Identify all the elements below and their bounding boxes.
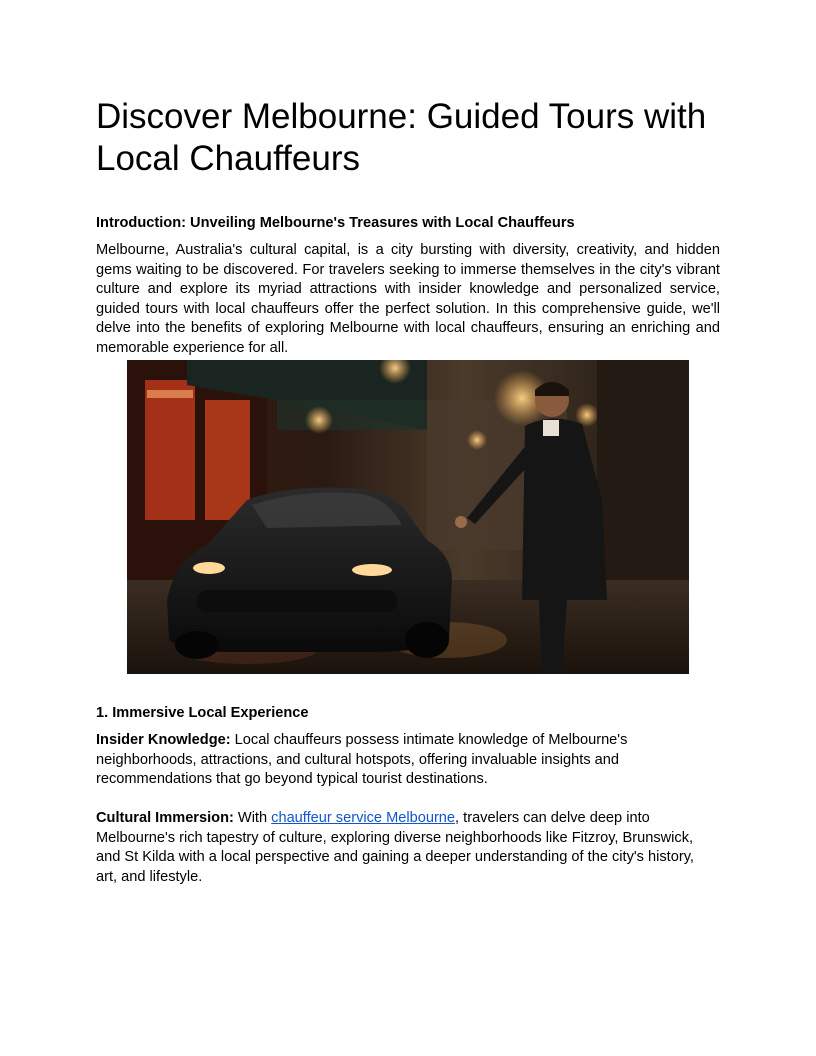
cultural-immersion-label: Cultural Immersion: xyxy=(96,810,234,826)
insider-knowledge-paragraph xyxy=(96,731,656,790)
cultural-immersion-text-after: , travelers can delve deep into Melbourne's rich tapestry of culture, exploring diverse neighborhoods like Fitzroy, Brunswick, and St Kilda with a local perspective and gaining a deeper understanding of the city's history, art, and lifestyle. xyxy=(96,810,694,885)
insider-knowledge-text: Local chauffeurs possess intimate knowledge of Melbourne's neighborhoods, attractions, and cultural hotspots, offering invaluable insights and recommendations that go beyond typical tourist destinations. xyxy=(96,732,628,787)
section-1-heading: 1. Immersive Local Experience xyxy=(96,705,309,721)
intro-paragraph: Melbourne, Australia's cultural capital, is a city bursting with diversity, creativity, and hidden gems waiting to be discovered. For travelers seeking to immerse themselves in the city's vibrant culture and explore its myriad attractions with insider knowledge and personalized service, guided tours with local chauffeurs offer the perfect solution. In this comprehensive guide, we'll delve into the benefits of exploring Melbourne with local chauffeurs, ensuring an enriching and memorable experience for all. xyxy=(96,242,720,356)
chauffeur-service-link[interactable]: chauffeur service Melbourne xyxy=(271,810,456,826)
chauffeur-photo xyxy=(127,360,689,674)
cultural-immersion-paragraph xyxy=(96,809,706,887)
intro-heading: Introduction: Unveiling Melbourne's Treasures with Local Chauffeurs xyxy=(96,215,575,231)
page-title: Discover Melbourne: Guided Tours with Local Chauffeurs xyxy=(96,97,707,178)
cultural-immersion-text-before: With xyxy=(233,810,272,826)
insider-knowledge-label: Insider Knowledge: xyxy=(96,732,231,748)
